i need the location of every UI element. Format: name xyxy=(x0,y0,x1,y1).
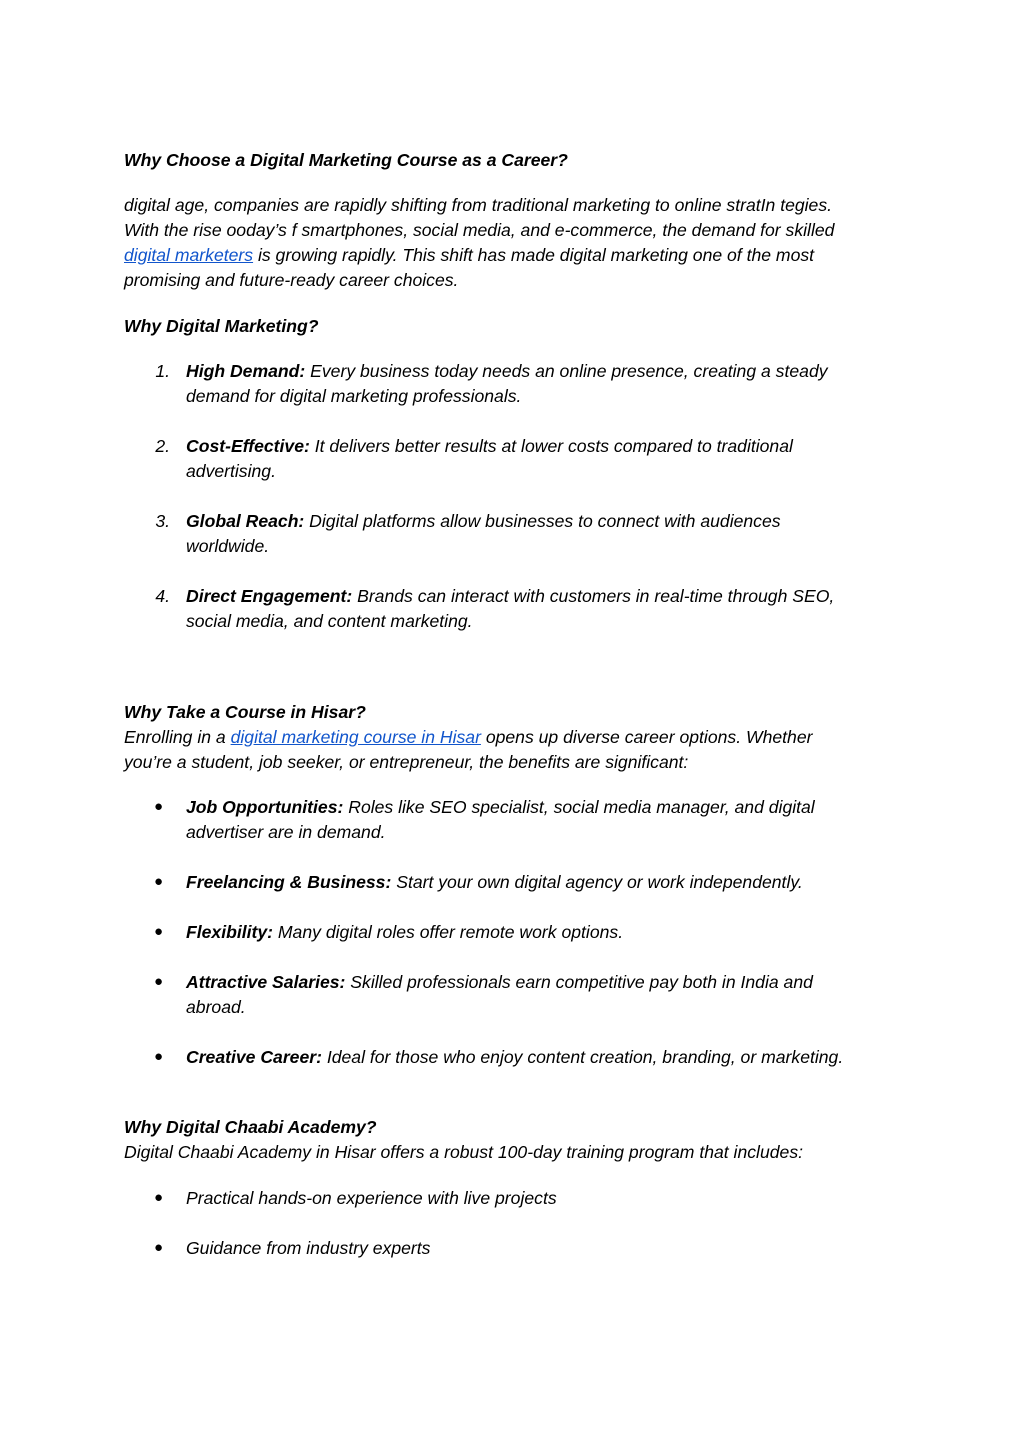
bullet-desc: Guidance from industry experts xyxy=(186,1238,431,1258)
list-item-term: Direct Engagement: xyxy=(186,586,353,606)
bullet-icon: ● xyxy=(154,923,164,940)
bullet-icon: ● xyxy=(154,873,164,890)
intro-text-line2: With the rise ooday’s f smartphones, social media, and e-commerce, the demand for skilled xyxy=(124,220,835,240)
bullet-term: Job Opportunities: xyxy=(186,797,344,817)
bullet-desc: Skilled professionals earn competitive pay both in India and xyxy=(345,972,813,992)
heading-why-academy: Why Digital Chaabi Academy? xyxy=(124,1117,377,1137)
bullet-desc-cont: abroad. xyxy=(186,997,246,1017)
list-item-desc-cont: advertising. xyxy=(186,461,276,481)
bullet-icon: ● xyxy=(154,1189,164,1206)
digital-marketing-course-hisar-link[interactable]: digital marketing course in Hisar xyxy=(230,727,481,747)
bullet-icon: ● xyxy=(154,1048,164,1065)
bullet-term: Attractive Salaries: xyxy=(186,972,346,992)
bullet-term: Creative Career: xyxy=(186,1047,322,1067)
heading-why-choose: Why Choose a Digital Marketing Course as a Career? xyxy=(124,150,568,170)
list-number: 3. xyxy=(155,511,170,531)
bullet-icon: ● xyxy=(154,1239,164,1256)
list-item-term: Cost-Effective: xyxy=(186,436,310,456)
intro-text-line4: promising and future-ready career choices. xyxy=(124,270,459,290)
heading-why-digital-marketing: Why Digital Marketing? xyxy=(124,316,319,336)
bullet-term: Freelancing & Business: xyxy=(186,872,392,892)
list-item-term: High Demand: xyxy=(186,361,306,381)
bullet-desc: Ideal for those who enjoy content creation, branding, or marketing. xyxy=(321,1047,844,1067)
bullet-desc: Roles like SEO specialist, social media manager, and digital xyxy=(343,797,815,817)
intro-text-after-link: is growing rapidly. This shift has made digital marketing one of the most xyxy=(253,245,815,265)
list-item-desc: Digital platforms allow businesses to connect with audiences xyxy=(304,511,781,531)
hisar-text-line2: you’re a student, job seeker, or entrepreneur, the benefits are significant: xyxy=(124,752,689,772)
list-item-desc-cont: worldwide. xyxy=(186,536,270,556)
intro-paragraph xyxy=(124,193,904,293)
bullet-icon: ● xyxy=(154,973,164,990)
bullet-icon: ● xyxy=(154,798,164,815)
list-item-desc: Every business today needs an online presence, creating a steady xyxy=(305,361,828,381)
hisar-text-after-link: opens up diverse career options. Whether xyxy=(480,727,813,747)
hisar-paragraph xyxy=(124,725,904,775)
list-number: 4. xyxy=(155,586,170,606)
list-number: 2. xyxy=(155,436,170,456)
bullet-term: Flexibility: xyxy=(186,922,274,942)
list-item-desc: Brands can interact with customers in real-time through SEO, xyxy=(352,586,835,606)
list-item-desc-cont: social media, and content marketing. xyxy=(186,611,473,631)
list-item-term: Global Reach: xyxy=(186,511,305,531)
academy-paragraph: Digital Chaabi Academy in Hisar offers a robust 100-day training program that includes: xyxy=(124,1142,803,1162)
bullet-desc: Practical hands-on experience with live projects xyxy=(186,1188,557,1208)
bullet-desc: Start your own digital agency or work independently. xyxy=(391,872,803,892)
list-number: 1. xyxy=(155,361,170,381)
bullet-desc-cont: advertiser are in demand. xyxy=(186,822,386,842)
heading-why-hisar: Why Take a Course in Hisar? xyxy=(124,702,366,722)
hisar-text-before-link: Enrolling in a xyxy=(124,727,231,747)
intro-text-line1: digital age, companies are rapidly shifting from traditional marketing to online stratIn tegies. xyxy=(124,195,833,215)
list-item-desc: It delivers better results at lower costs compared to traditional xyxy=(309,436,793,456)
digital-marketers-link[interactable]: digital marketers xyxy=(124,245,254,265)
bullet-desc: Many digital roles offer remote work options. xyxy=(273,922,624,942)
list-item-desc-cont: demand for digital marketing professionals. xyxy=(186,386,522,406)
